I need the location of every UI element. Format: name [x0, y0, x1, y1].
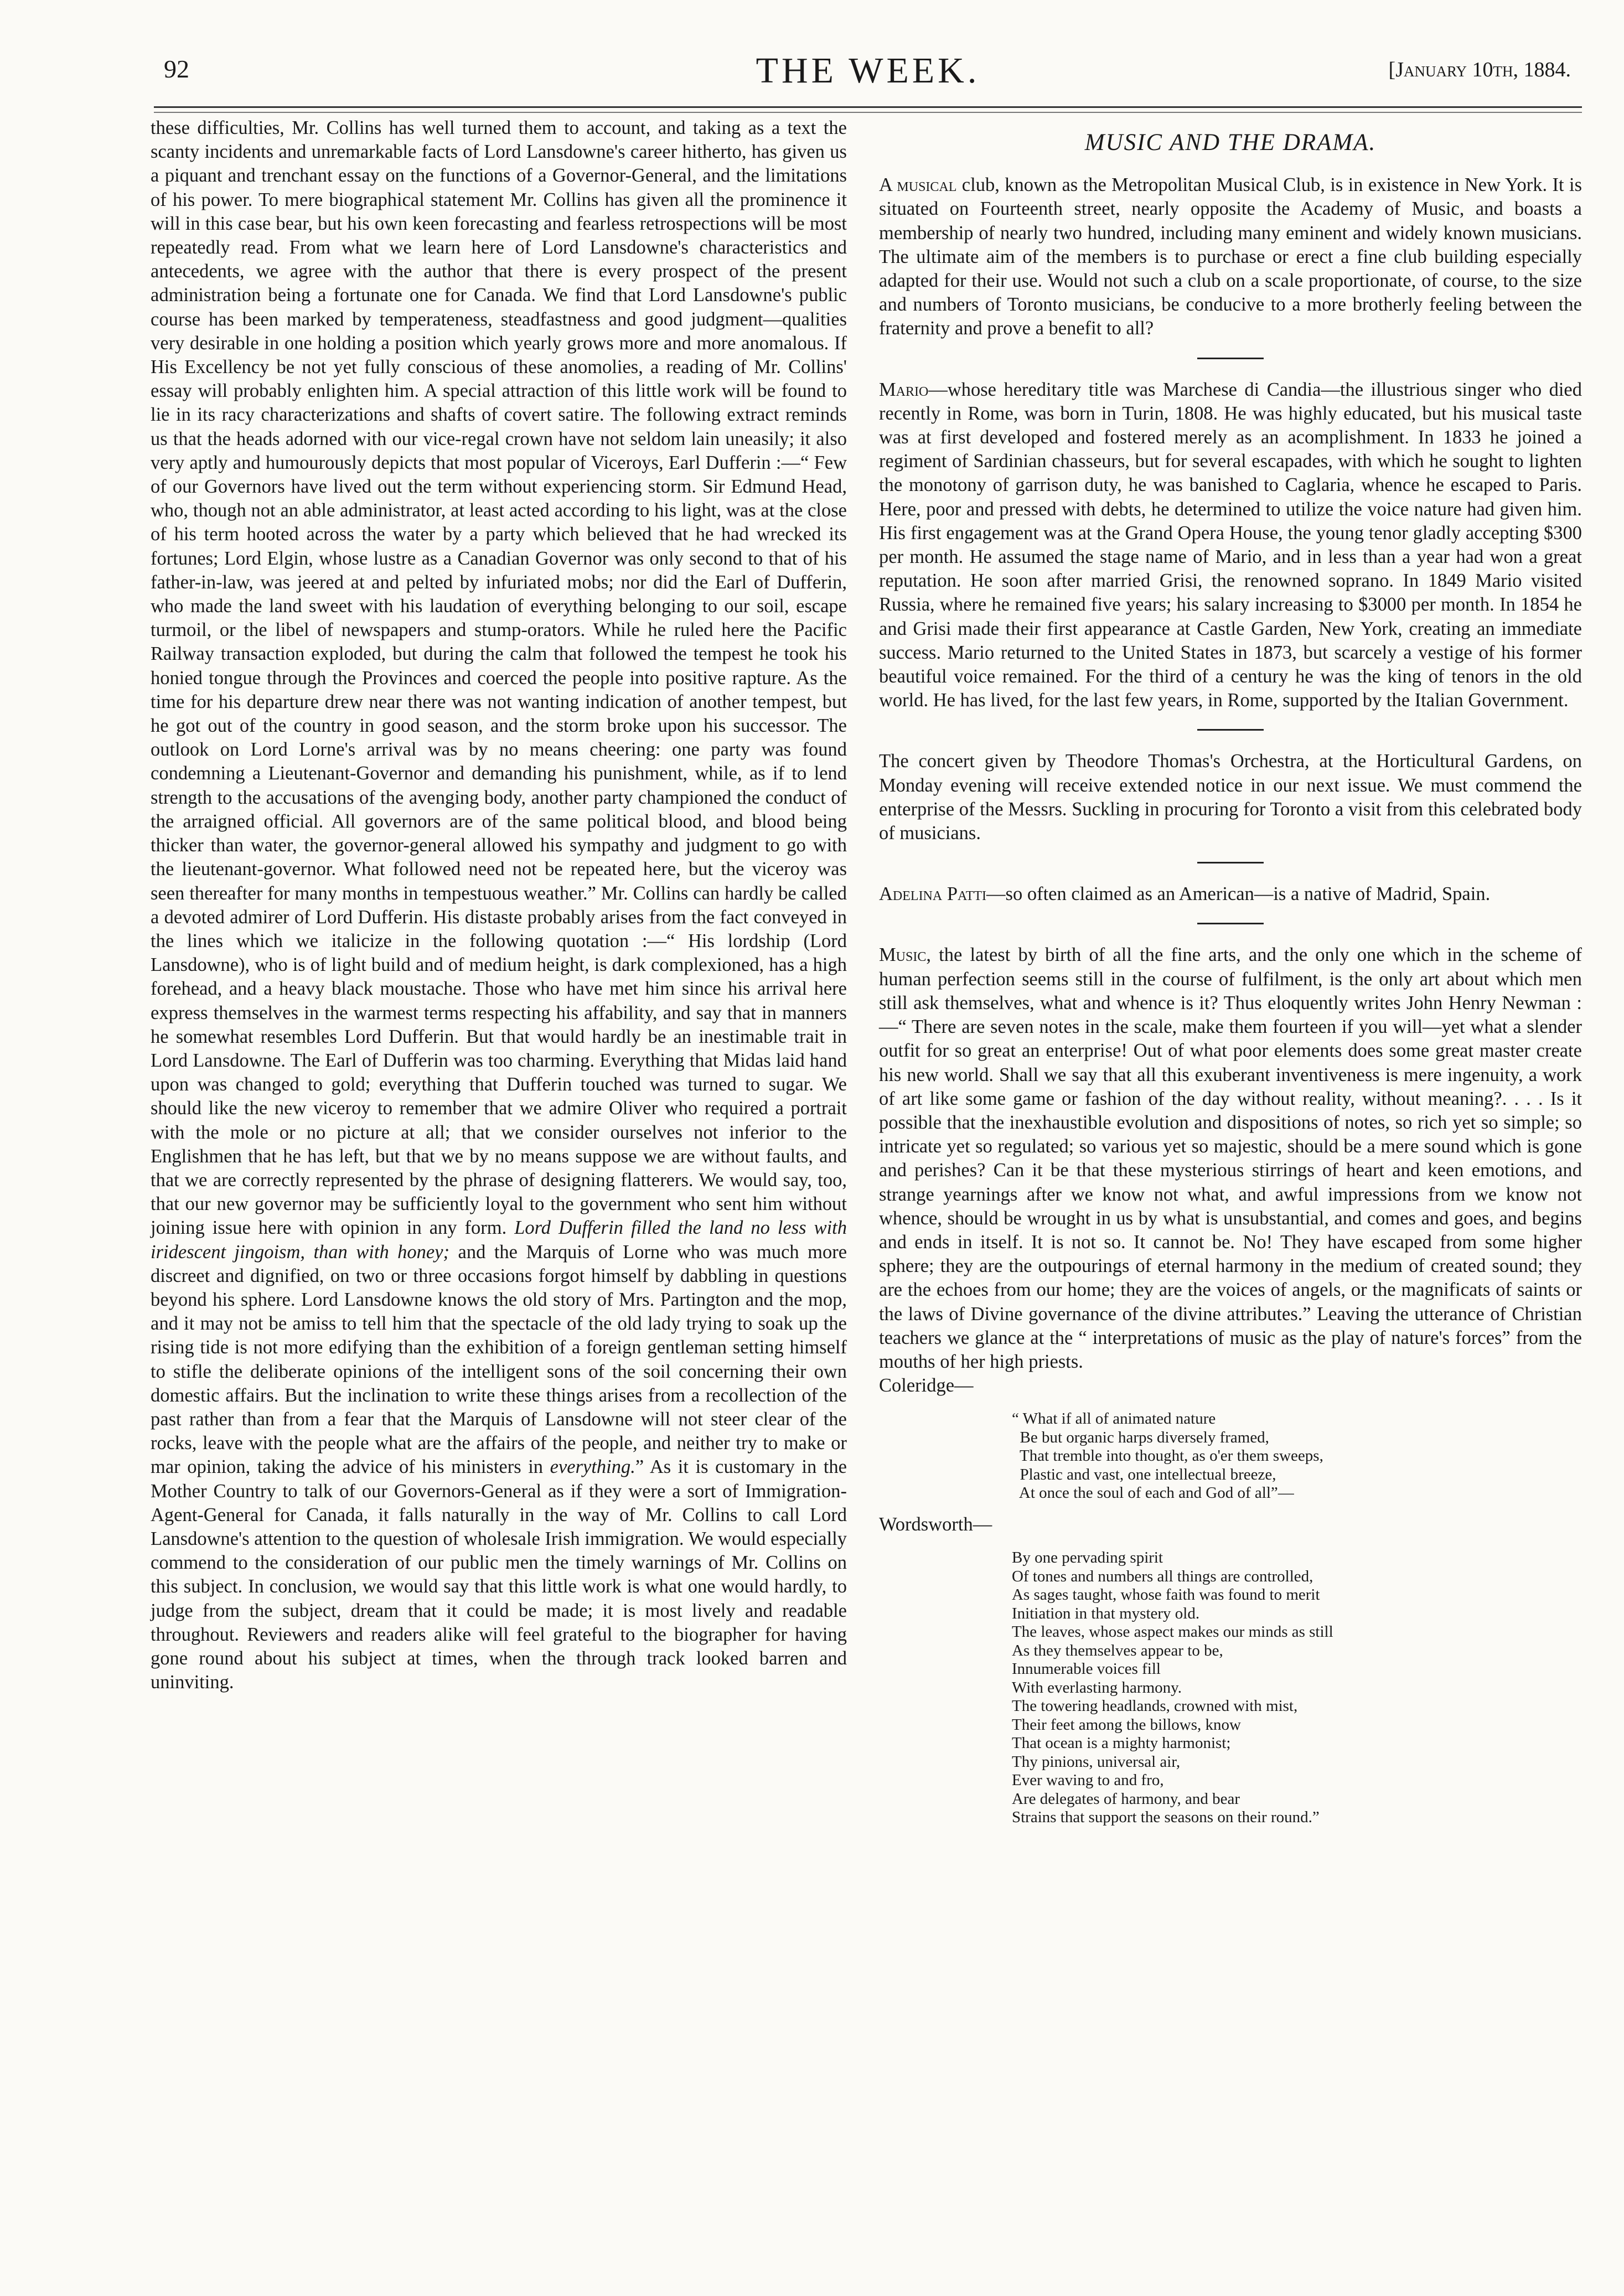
- poem-coleridge: [1012, 1410, 1582, 1503]
- poem-line: Innumerable voices fill: [1012, 1660, 1161, 1678]
- right-column: [879, 116, 1582, 1837]
- section-divider: [1197, 729, 1264, 731]
- section-divider: [1197, 358, 1264, 359]
- header-rule-thin: [154, 112, 1582, 113]
- article-musical-club: [879, 173, 1582, 340]
- section-divider: [1197, 862, 1264, 863]
- article-text: club, known as the Metropolitan Musical Club, is in existence in New York. It is situated on Fourteenth street, nearly opposite the Academy of Music, and boasts a membership of nearly two hundred, including many eminent and widely known musicians. The ultimate aim of the members is to purchase or erect a fine club building especially adapted for their use. Would not such a club on a scale proportionate, of course, to the size and numbers of Toronto musicians, be conducive to a more brotherly feeling between the fraternity and prove a benefit to all?: [879, 174, 1582, 339]
- article-text: —so often claimed as an American—is a native of Madrid, Spain.: [986, 883, 1491, 905]
- poem-line: “ What if all of animated nature: [1012, 1410, 1216, 1428]
- review-text-a: these difficulties, Mr. Collins has well turned them to account, and taking as a text the scanty incidents and unremarkable facts of Lord Lansdowne's career hitherto, has given us a piquant and trenchant essay on the functions of a Governor-General, and the limitations of his power. To mere biographical statement Mr. Collins has given all the prominence it will in this case bear, but his own keen forecasting and fearless retrospections will be most repeatedly read. From what we learn here of Lord Lansdowne's characteristics and antecedents, we agree with the author that there is every prospect of the present administration being a fortunate one for Canada. We find that Lord Lansdowne's public course has been marked by temperateness, steadfastness and good judgment—qualities very desirable in one holding a position which yearly grows more and more anomalous. If His Excellency be not yet fully conscious of these anomolies, a reading of Mr. Collins' essay will probably enlighten him. A special attraction of this little work will be found to lie in its racy characterizations and shafts of covert satire. The following extract reminds us that the heads adorned with our vice-regal crown have not seldom lain uneasily; it also very aptly and humourously depicts that most popular of Viceroys, Earl Dufferin :—“ Few of our Governors have lived out the term without experiencing storm. Sir Edmund Head, who, though not an able administrator, at least acted according to his light, was at the close of his term hooted across the water by a party which believed that he had wrecked its fortunes; Lord Elgin, whose lustre as a Canadian Governor was only second to that of his father-in-law, was jeered at and pelted by infuriated mobs; nor did the Earl of Dufferin, who made the land sweet with his laudation of everything belonging to our soil, escape turmoil, or the libel of newspapers and stump-orators. While he ruled here the Pacific Railway transaction exploded, but during the calm that followed the tempest he took his honied tongue through the Provinces and coerced the people into positive rapture. As the time for his departure drew near there was not wanting indication of another tempest, but he got out of the country in good season, and the storm broke upon his successor. The outlook on Lord Lorne's arrival was by no means cheering: one party was found condemning a Lieutenant-Governor and demanding his punishment, while, as if to lend strength to the accusations of the avenging body, another party championed the conduct of the arraigned official. All governors are of the same political blood, and blood being thicker than water, the governor-general allowed his sympathy and judgment to go with the lieutenant-governor. What followed need not be repeated here, but the viceroy was seen thereafter for many months in tempestuous weather.” Mr. Collins can hardly be called a devoted admirer of Lord Dufferin. His distaste probably arises from the fact conveyed in the lines which we italicize in the following quotation :—“ His lordship (Lord Lansdowne), who is of light build and of medium height, is dark complexioned, has a high forehead, and a heavy black moustache. Those who have met him since his arrival here express themselves in the warmest terms respecting his affability, and say that in manners he somewhat resembles Lord Dufferin. But that would hardly be an inestimable trait in Lord Lansdowne. The Earl of Dufferin was too charming. Everything that Midas laid hand upon was changed to gold; everything that Dufferin touched was turned to sugar. We should like the new viceroy to remember that we admire Oliver who required a portrait with the mole or no picture at all; that we consider ourselves not inferior to the Englishmen that he has left, but that we by no means suppose we are without faults, and that we are correctly represented by the phrase of designing flatterers. We would say, too, that our new governor may be sufficiently loyal to the government who sent him without joining issue here with opinion in any form.: [151, 117, 847, 1239]
- poem-line: That tremble into thought, as o'er them sweeps,: [1012, 1447, 1323, 1465]
- poem-line: That ocean is a mighty harmonist;: [1012, 1734, 1231, 1752]
- lead-word: Mario: [879, 379, 929, 400]
- poem-line: As they themselves appear to be,: [1012, 1641, 1223, 1659]
- issue-date: [January 10th, 1884.: [1388, 58, 1571, 81]
- section-title: MUSIC AND THE DRAMA.: [1084, 130, 1377, 156]
- poem-line: Of tones and numbers all things are controlled,: [1012, 1567, 1313, 1585]
- poem-line: Initiation in that mystery old.: [1012, 1604, 1200, 1622]
- poem-wordsworth: [1012, 1549, 1582, 1827]
- article-patti: [879, 882, 1582, 906]
- poem-line: Their feet among the billows, know: [1012, 1715, 1241, 1734]
- poem-line: As sages taught, whose faith was found to merit: [1012, 1586, 1320, 1604]
- lead-word: Music,: [879, 944, 931, 966]
- poem-line: The towering headlands, crowned with mist,: [1012, 1697, 1298, 1715]
- review-italic-quote: Lord Dufferin filled the land no less with iridescent jingoism, than with honey;: [151, 1217, 847, 1263]
- article-text: —whose hereditary title was Marchese di Candia—the illustrious singer who died recently in Rome, was born in Turin, 1808. He was highly educated, but his musical taste was at first developed and fostered merely as an acomplishment. In 1833 he joined a regiment of Sardinian chasseurs, but for several escapades, with which he sought to lighten the monotony of garrison duty, he was banished to Caglaria, whence he escaped to Paris. Here, poor and pressed with debts, he determined to utilize the voice nature had given him. His first engagement was at the Grand Opera House, the young tenor gladly accepting $300 per month. He assumed the stage name of Mario, and in less than a year had won a great reputation. He soon after married Grisi, the renowned soprano. In 1849 Mario visited Russia, where he remained five years; his salary increasing to $3000 per month. In 1854 he and Grisi made their first appearance at Castle Garden, New York, creating an immediate success. Mario returned to the United States in 1873, but scarcely a vestige of his former beautiful voice remained. For the third of a century he was the king of tenors in the old world. He has lived, for the last few years, in Rome, supported by the Italian Government.: [879, 379, 1582, 711]
- left-column: [151, 116, 847, 1694]
- poem-line: At once the soul of each and God of all”—: [1012, 1484, 1294, 1502]
- review-paragraph: [151, 116, 847, 1694]
- review-text-c: ” As it is customary in the Mother Country to talk of our Governors-General as if they were a sort of Immigration-Agent-General for Canada, it falls naturally in the way of Mr. Collins to call Lord Lansdowne's attention to the question of wholesale Irish immigration. We would especially commend to the consideration of our public men the timely warnings of Mr. Collins on this subject. In conclusion, we would say that this little work is what one would hardly, to judge from the subject, dream that it could be made; it is most lively and readable throughout. Reviewers and readers alike will feel grateful to the biographer for having gone round about his subject at times, when the through track looked barren and uninviting.: [151, 1456, 847, 1693]
- article-text: The concert given by Theodore Thomas's Orchestra, at the Horticultural Gardens, on Monday evening will receive extended notice in our next issue. We must commend the enterprise of the Messrs. Suckling in procuring for Toronto a visit from this celebrated body of musicians.: [879, 751, 1582, 844]
- poem-line: Thy pinions, universal air,: [1012, 1752, 1181, 1771]
- page-number: 92: [164, 55, 189, 83]
- poem-line: Strains that support the seasons on their round.”: [1012, 1808, 1320, 1827]
- poem-line: Be but organic harps diversely framed,: [1012, 1428, 1269, 1446]
- poem-line: Plastic and vast, one intellectual breeze,: [1012, 1465, 1276, 1483]
- poem-line: Are delegates of harmony, and bear: [1012, 1790, 1240, 1808]
- poem-line: Ever waving to and fro,: [1012, 1771, 1164, 1790]
- poem-line: By one pervading spirit: [1012, 1549, 1163, 1567]
- article-mario: [879, 378, 1582, 713]
- journal-title: THE WEEK.: [756, 50, 980, 91]
- poet-coleridge: Coleridge—: [879, 1375, 974, 1397]
- lead-word: Adelina Patti: [879, 883, 987, 905]
- poem-line: With everlasting harmony.: [1012, 1678, 1182, 1697]
- poet-wordsworth: Wordsworth—: [879, 1513, 992, 1535]
- article-concert: [879, 749, 1582, 845]
- page-header: [154, 50, 1582, 105]
- section-divider: [1197, 923, 1264, 924]
- header-rule: [154, 106, 1582, 108]
- lead-word: A musical: [879, 174, 957, 196]
- article-text: the latest by birth of all the fine arts, and the only one which in the scheme of human perfection seems still in the course of fulfilment, is the only art about which men still ask themselves, what and whence is it? Thus eloquently writes John Henry Newman :—“ There are seven notes in the scale, make them fourteen if you will—yet what a slender outfit for so great an enterprise! Out of what poor elements does some great master create his new world. Shall we say that all this exuberant inventiveness is mere ingenuity, a work of art like some game or fashion of the day without reality, without meaning?. . . . Is it possible that the inexhaustible evolution and dispositions of notes, so rich yet so simple; so intricate yet so regulated; so various yet so majestic, should be a mere sound which is gone and perishes? Can it be that these mysterious stirrings of heart and keen emotions, and strange yearnings after we know not what, and awful impressions from we know not whence, should be wrought in us by what is unsubstantial, and comes and goes, and begins and ends in itself. It is not so. It cannot be. No! They have escaped from some higher sphere; they are the outpourings of eternal harmony in the medium of created sound; they are the echoes from our home; they are the voices of angels, or the magnificats of saints or the laws of Divine governance of the divine attributes.” Leaving the utterance of Christian teachers we glance at the “ interpretations of music as the play of nature's forces” from the mouths of her high priests.: [879, 944, 1582, 1372]
- review-italic-word: everything.: [550, 1456, 635, 1478]
- article-music: [879, 943, 1582, 1374]
- poem-line: The leaves, whose aspect makes our minds as still: [1012, 1623, 1333, 1641]
- review-text-b: and the Marquis of Lorne who was much more discreet and dignified, on two or three occasions forgot himself by dabbling in questions beyond his sphere. Lord Lansdowne knows the old story of Mrs. Partington and the mop, and it may not be amiss to tell him that the spectacle of the old lady trying to soak up the rising tide is not more edifying than the exhibition of a foreign gentleman setting himself to stifle the deliberate opinions of the intelligent sons of the soil concerning their own domestic affairs. But the inclination to write these things arises from a recollection of the past rather than from a fear that the Marquis of Lansdowne will not steer clear of the rocks, leave with the people what are the affairs of the people, and neither try to make or mar opinion, taking the advice of his ministers in: [151, 1241, 847, 1478]
